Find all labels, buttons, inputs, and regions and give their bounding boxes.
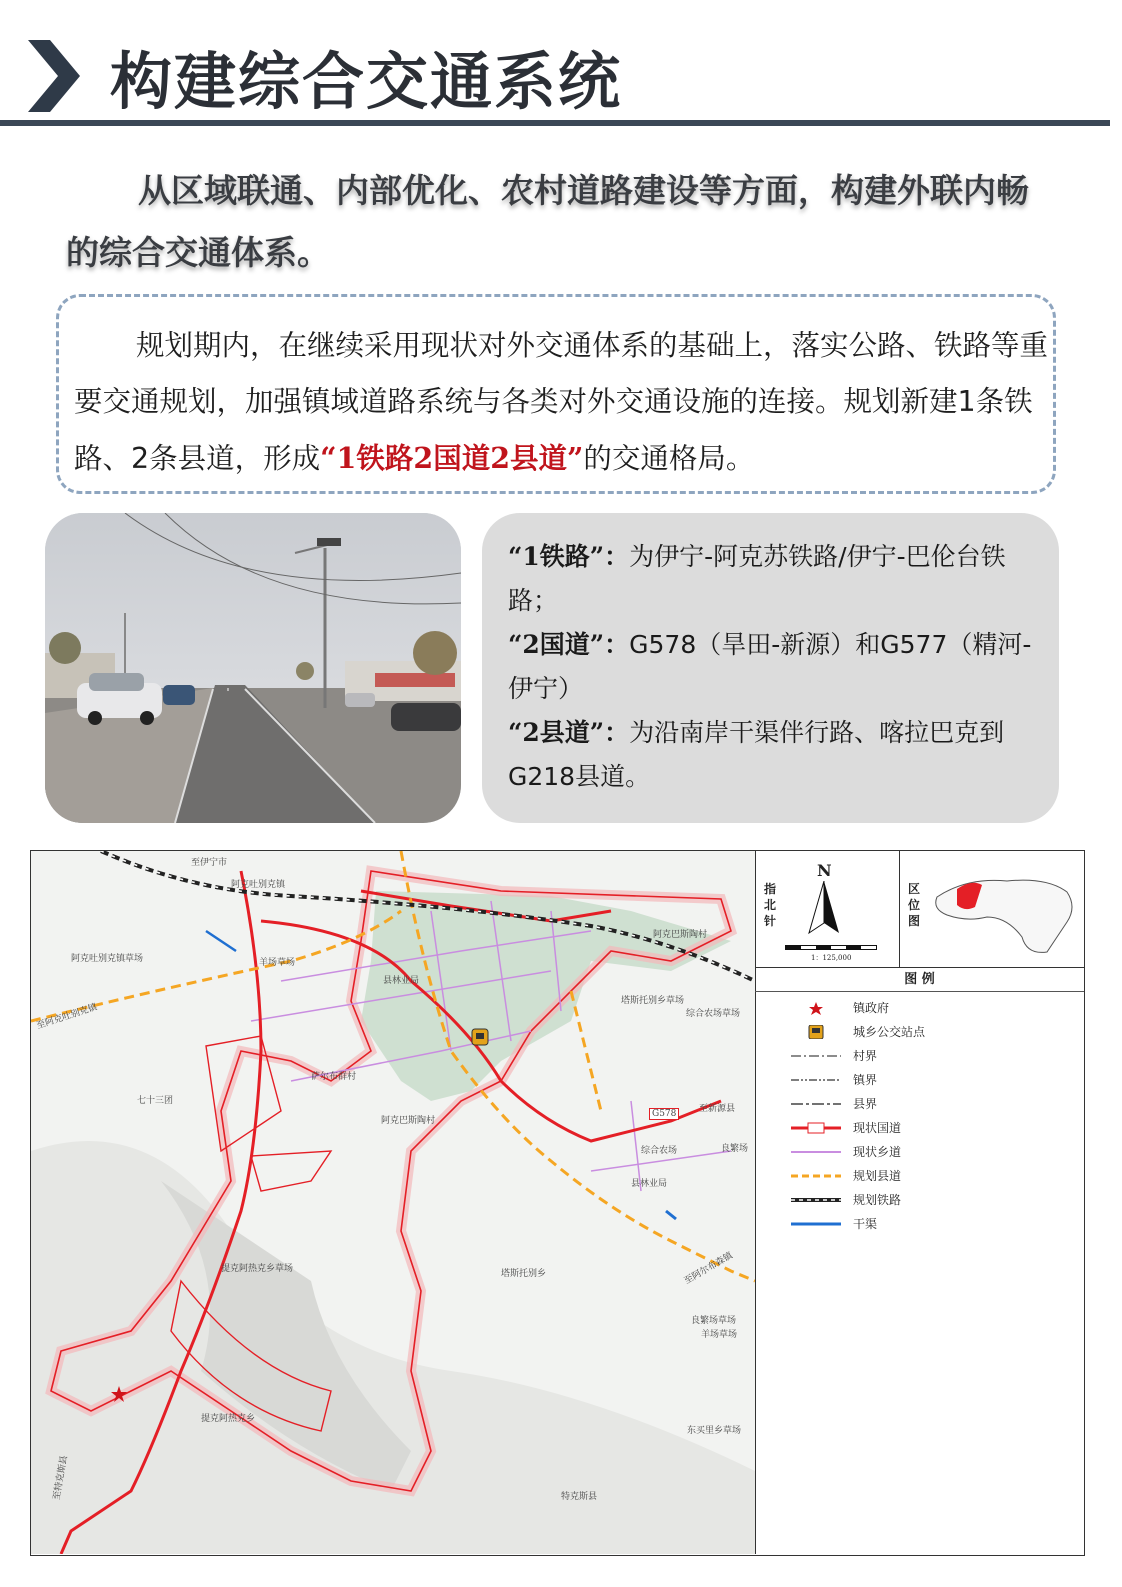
map-label: 良繁场 [721,1144,749,1154]
intro-text: 从区域联通、内部优化、农村道路建设等方面，构建外联内畅的综合交通体系。 [66,171,1029,272]
legend-item [791,1020,1071,1044]
info-item-national-road [508,623,1035,711]
location-panel [899,851,1084,968]
transport-map [30,850,1085,1556]
legend-label: 规划铁路 [853,1193,902,1207]
legend-title: 图 例 [755,969,1084,992]
legend-label: 镇界 [853,1073,878,1087]
star-icon [791,1001,841,1015]
map-label: 阿克吐别克镇 [231,880,286,890]
map-label: 综合农场 [641,1146,678,1156]
map-label: 县林业局 [383,976,420,986]
map-label: G578 [649,1108,679,1120]
location-map-icon [927,867,1079,957]
legend-item [791,996,1071,1020]
north-arrow-icon [807,881,841,941]
scale-text: 1：125,000 [811,954,852,962]
map-label: 至特克斯县 [52,1454,70,1501]
planned-railway-icon [791,1193,841,1207]
map-label: 提克阿热克乡草场 [221,1264,294,1274]
map-label: 东买里乡草场 [687,1426,742,1436]
legend [791,996,1071,1236]
map-label: 至新源县 [699,1104,736,1114]
map-label: 羊场草场 [259,958,296,968]
legend-label: 镇政府 [853,1001,890,1015]
legend-label: 现状国道 [853,1121,902,1135]
legend-label: 规划县道 [853,1169,902,1183]
legend-label: 干渠 [853,1217,878,1231]
info-text: 为伊宁-阿克苏铁路/伊宁-巴伦台铁路； [508,542,1006,615]
map-label: 至阿尔布森镇 [682,1250,735,1287]
info-text: 为沿南岸干渠伴行路、喀拉巴克到G218县道。 [508,718,1005,791]
legend-item [791,1140,1071,1164]
legend-label: 城乡公交站点 [853,1025,926,1039]
scale-bar [785,945,877,950]
legend-item [791,1188,1071,1212]
compass-label: 指北针 [763,882,776,928]
plan-highlight: “1铁路2国道2县道” [320,441,584,475]
map-label: 塔斯托别乡草场 [621,996,685,1006]
map-label: 良繁场草场 [691,1316,737,1326]
compass-panel [755,851,900,968]
canal-icon [791,1217,841,1231]
map-label: 阿克巴斯陶村 [653,930,708,940]
chevron-right-icon [28,40,80,112]
legend-label: 村界 [853,1049,878,1063]
info-label: “1铁路”： [508,542,630,571]
info-label: “2国道”： [508,630,630,659]
info-label: “2县道”： [508,718,630,747]
info-box [482,513,1059,823]
map-label: 塔斯托别乡 [501,1269,547,1279]
title-bar [0,30,1122,130]
map-label: 县林业局 [631,1179,668,1189]
info-item-county-road [508,711,1035,799]
map-label: 萨尔布群村 [311,1072,357,1082]
village-boundary-icon [791,1049,841,1063]
map-label: 羊场草场 [701,1330,738,1340]
legend-label: 现状乡道 [853,1145,902,1159]
map-label: 提克阿热克乡 [201,1414,256,1424]
plan-text [74,318,1054,487]
map-label: 七十三团 [137,1096,174,1106]
legend-item [791,1212,1071,1236]
title-divider [0,120,1110,126]
township-road-icon [791,1145,841,1159]
legend-label: 县界 [853,1097,878,1111]
map-label: 综合农场草场 [686,1009,741,1019]
north-label: N [817,861,832,880]
map-label: 阿克吐别克镇草场 [71,954,144,964]
info-item-railway [508,535,1035,623]
legend-item [791,1164,1071,1188]
legend-item [791,1092,1071,1116]
street-illustration [45,513,461,823]
county-boundary-icon [791,1097,841,1111]
legend-item [791,1116,1071,1140]
location-label: 区位图 [907,882,920,928]
map-label: 至伊宁市 [191,858,228,868]
map-label: 至阿克吐别克镇 [35,1002,99,1032]
legend-item [791,1044,1071,1068]
map-label: 特克斯县 [561,1492,598,1502]
bus-stop-icon [791,1025,841,1039]
street-photo [45,513,461,823]
plan-body: 规划期内，在继续采用现状对外交通体系的基础上，落实公路、铁路等重要交通规划，加强镇域道路系统与各类对外交通设施的连接。规划新建1条铁路、2条县道，形成 [74,329,1049,475]
legend-item [791,1068,1071,1092]
national-road-icon [791,1121,841,1135]
town-boundary-icon [791,1073,841,1087]
page-title: 构建综合交通系统 [110,45,623,118]
map-canvas [31,851,756,1554]
info-text: G578（旱田-新源）和G577（精河-伊宁） [508,630,1032,703]
plan-tail: 的交通格局。 [583,442,755,475]
planned-county-road-icon [791,1169,841,1183]
map-label: 阿克巴斯陶村 [381,1116,436,1126]
